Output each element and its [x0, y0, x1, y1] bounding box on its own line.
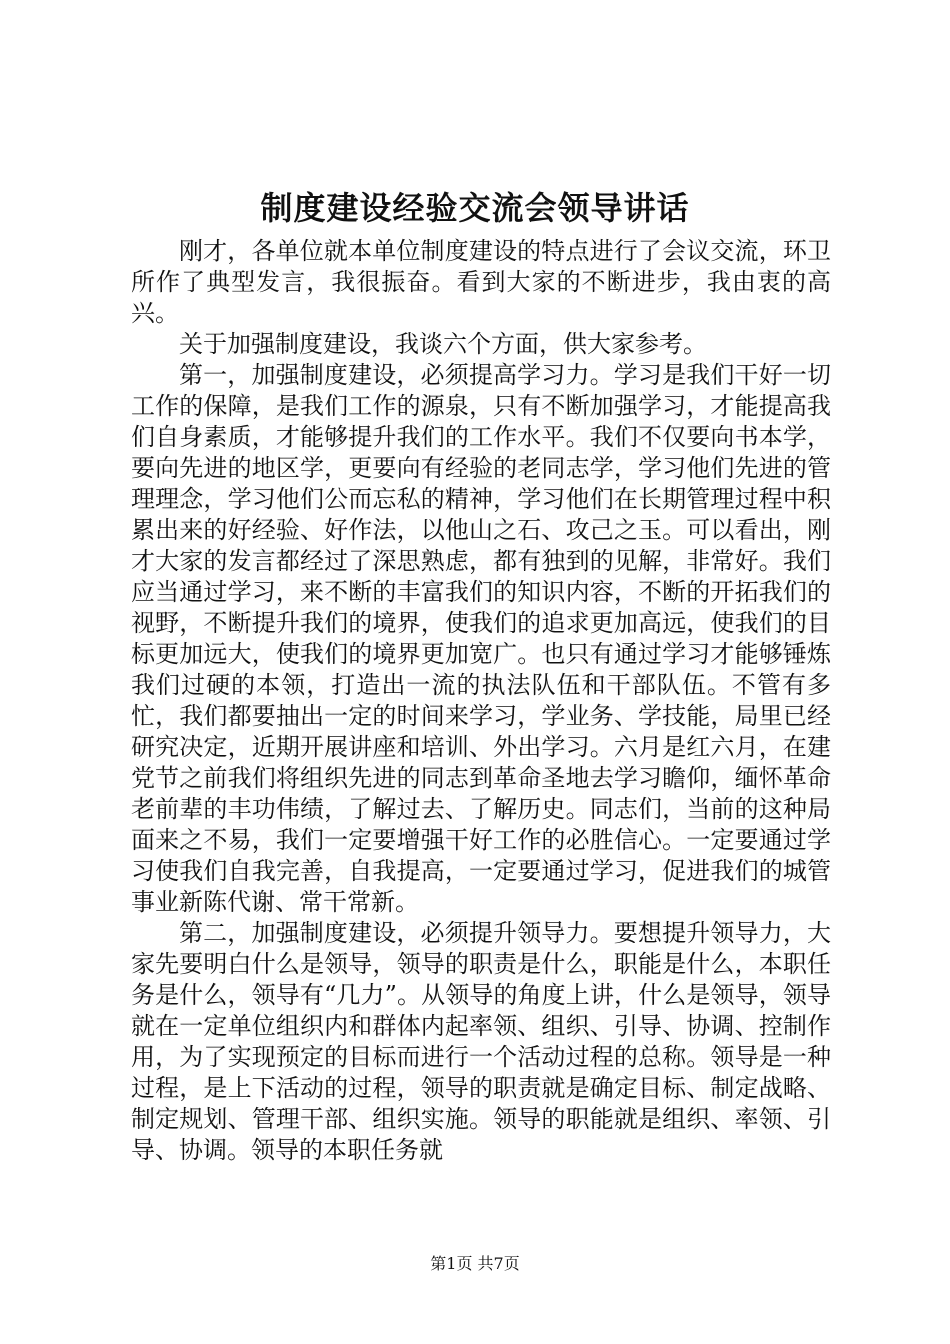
- paragraph-learning: 第一，加强制度建设，必须提高学习力。学习是我们干好一切工作的保障，是我们工作的源泉，只有不断加强学习，才能提高我们自身素质，才能够提升我们的工作水平。我们不仅要向书本学，要向先进的地区学，更要向有经验的老同志学，学习他们先进的管理理念，学习他们公而忘私的精神，学习他们在长期管理过程中积累出来的好经验、好作法，以他山之石、攻己之玉。可以看出，刚才大家的发言都经过了深思熟虑，都有独到的见解，非常好。我们应当通过学习，来不断的丰富我们的知识内容，不断的开拓我们的视野，不断提升我们的境界，使我们的追求更加高远，使我们的目标更加远大，使我们的境界更加宽广。也只有通过学习才能够锤炼我们过硬的本领，打造出一流的执法队伍和干部队伍。不管有多忙，我们都要抽出一定的时间来学习，学业务、学技能，局里已经研究决定，近期开展讲座和培训、外出学习。六月是红六月，在建党节之前我们将组织先进的同志到革命圣地去学习瞻仰，缅怀革命老前辈的丰功伟绩，了解过去、了解历史。同志们，当前的这种局面来之不易，我们一定要增强干好工作的必胜信心。一定要通过学习使我们自我完善，自我提高，一定要通过学习，促进我们的城管事业新陈代谢、常干常新。: [131, 361, 831, 916]
- document-body: [131, 236, 831, 1166]
- document-title: 制度建设经验交流会领导讲话: [260, 189, 690, 227]
- page-footer: 第1页 共7页: [430, 1254, 520, 1273]
- paragraph-leadership: 第二，加强制度建设，必须提升领导力。要想提升领导力，大家先要明白什么是领导，领导的职责是什么，职能是什么，本职任务是什么，领导有“几力”。从领导的角度上讲，什么是领导，领导就在一定单位组织内和群体内起率领、组织、引导、协调、控制作用，为了实现预定的目标而进行一个活动过程的总称。领导是一种过程，是上下活动的过程，领导的职责就是确定目标、制定战略、制定规划、管理干部、组织实施。领导的职能就是组织、率领、引导、协调。领导的本职任务就: [131, 919, 831, 1164]
- paragraph-intro: 关于加强制度建设，我谈六个方面，供大家参考。: [179, 330, 707, 358]
- paragraph-opening: 刚才，各单位就本单位制度建设的特点进行了会议交流，环卫所作了典型发言，我很振奋。看到大家的不断进步，我由衷的高兴。: [131, 237, 831, 327]
